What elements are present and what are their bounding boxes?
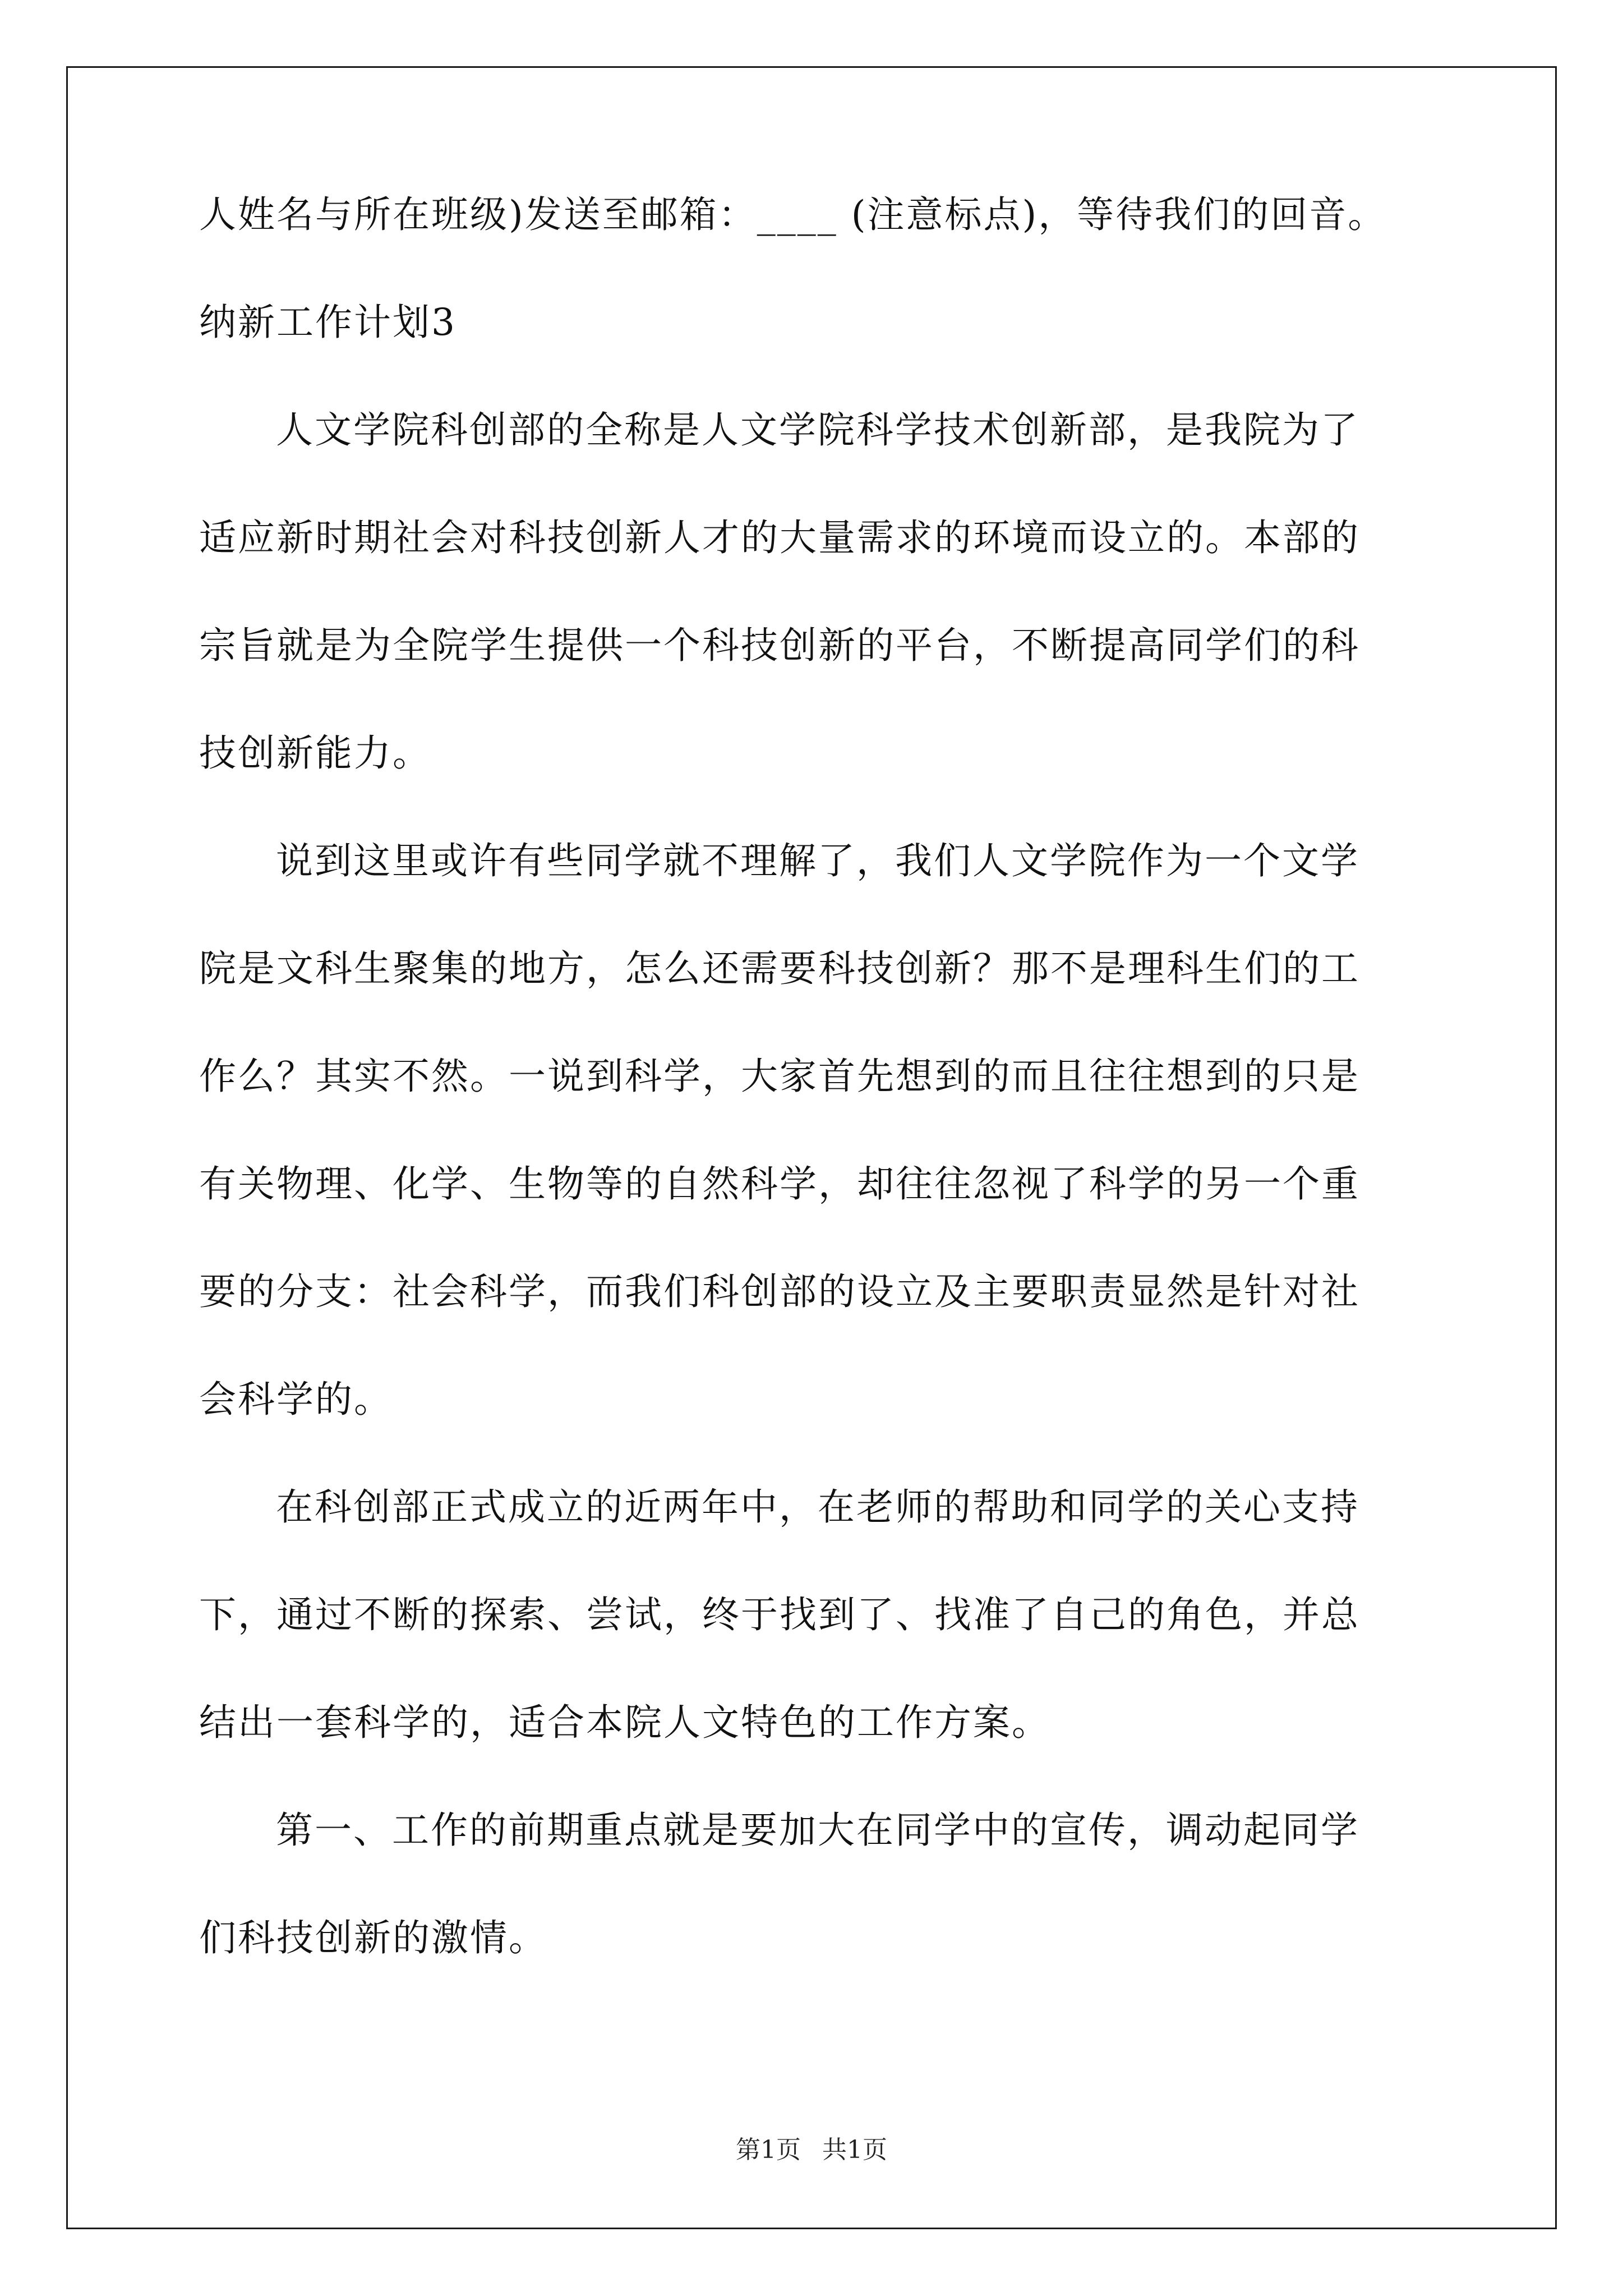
- paragraph-4: [199, 1803, 1450, 1965]
- paragraph-line: 要的分支：社会科学，而我们科创部的设立及主要职责显然是针对社: [199, 1270, 1360, 1313]
- paragraph-line: 院是文科生聚集的地方，怎么还需要科技创新？那不是理科生们的工: [199, 947, 1360, 990]
- paragraph-line: 们科技创新的激情。: [199, 1916, 547, 1959]
- page-number: 第1页: [736, 2136, 801, 2164]
- paragraph-line: 会科学的。: [199, 1378, 393, 1421]
- paragraph-2: [199, 834, 1450, 1427]
- page-footer: [0, 2134, 1623, 2166]
- page-total: 共1页: [822, 2136, 887, 2164]
- paragraph-line: 宗旨就是为全院学生提供一个科技创新的平台，不断提高同学们的科: [199, 624, 1360, 667]
- paragraph-line: 有关物理、化学、生物等的自然科学，却往往忽视了科学的另一个重: [199, 1162, 1360, 1205]
- paragraph-line: 人文学院科创部的全称是人文学院科学技术创新部，是我院为了: [276, 408, 1359, 452]
- paragraph-line: 作么？其实不然。一说到科学，大家首先想到的而且往往想到的只是: [199, 1055, 1360, 1098]
- paragraph-line: 技创新能力。: [199, 731, 431, 775]
- paragraph-1: [199, 403, 1450, 780]
- paragraph-line: 第一、工作的前期重点就是要加大在同学中的宣传，调动起同学: [276, 1809, 1359, 1852]
- paragraph-line: 在科创部正式成立的近两年中，在老师的帮助和同学的关心支持: [276, 1485, 1359, 1529]
- section-heading: 纳新工作计划3: [199, 301, 457, 344]
- paragraph-line: 说到这里或许有些同学就不理解了，我们人文学院作为一个文学: [276, 839, 1359, 882]
- paragraph-line: 适应新时期社会对科技创新人才的大量需求的环境而设立的。本部的: [199, 516, 1360, 559]
- paragraph-line: 结出一套科学的，适合本院人文特色的工作方案。: [199, 1701, 1050, 1744]
- document-body: [199, 188, 1450, 1965]
- paragraph-line: 下，通过不断的探索、尝试，终于找到了、找准了自己的角色，并总: [199, 1593, 1360, 1636]
- text-line-continuation: 人姓名与所在班级)发送至邮箱：____ (注意标点)，等待我们的回音。: [199, 193, 1387, 236]
- paragraph-3: [199, 1480, 1450, 1750]
